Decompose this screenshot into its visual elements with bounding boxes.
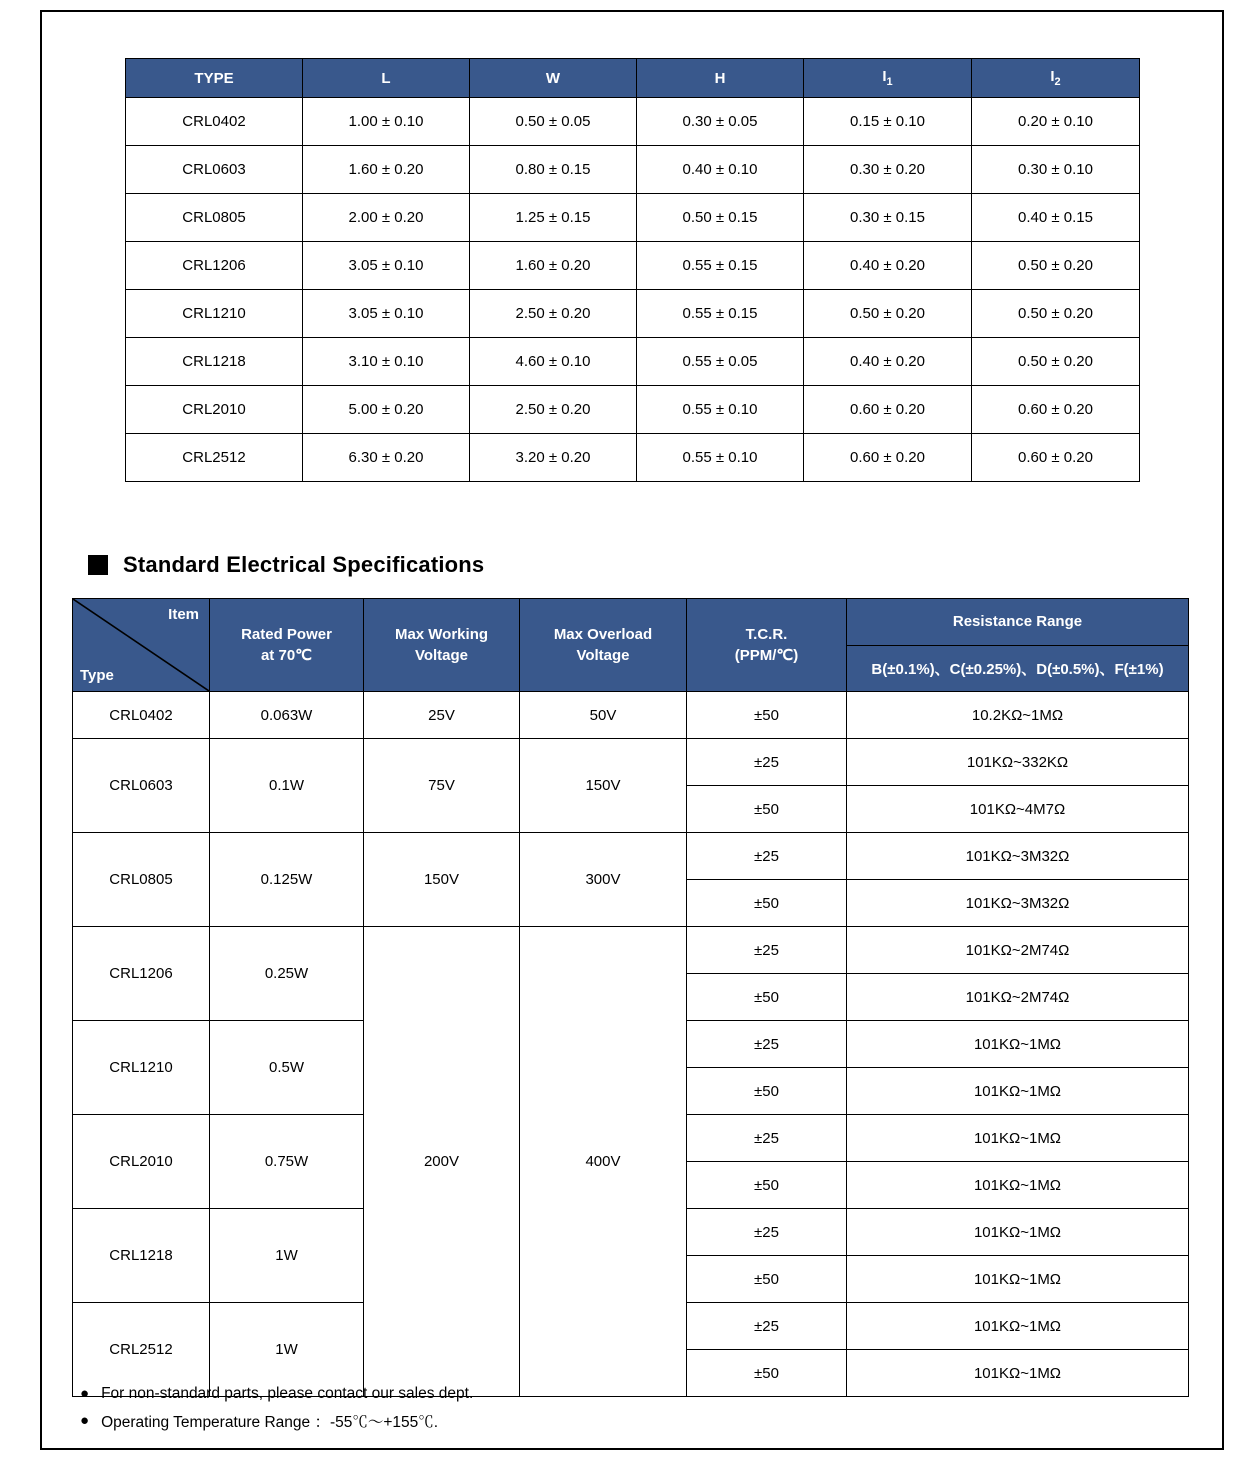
cell-tcr: ±25 bbox=[687, 1115, 847, 1162]
cell-i1: 0.40 ± 0.20 bbox=[804, 242, 972, 290]
cell-type: CRL1206 bbox=[126, 242, 303, 290]
section-marker-icon bbox=[88, 555, 108, 575]
cell-tcr: ±25 bbox=[687, 1021, 847, 1068]
cell-w: 1.60 ± 0.20 bbox=[470, 242, 637, 290]
cell-max-working-voltage-merged: 200V bbox=[364, 927, 520, 1397]
col-header-max-working-voltage: Max Working Voltage bbox=[364, 599, 520, 692]
cell-i2: 0.50 ± 0.20 bbox=[972, 338, 1140, 386]
cell-l: 2.00 ± 0.20 bbox=[303, 194, 470, 242]
table-row bbox=[73, 739, 1189, 786]
cell-tcr: ±50 bbox=[687, 880, 847, 927]
cell-h: 0.55 ± 0.15 bbox=[637, 290, 804, 338]
cell-type: CRL0805 bbox=[126, 194, 303, 242]
cell-resistance-range: 101KΩ~3M32Ω bbox=[847, 833, 1189, 880]
cell-type: CRL1218 bbox=[73, 1209, 210, 1303]
table-row bbox=[73, 833, 1189, 880]
cell-resistance-range: 101KΩ~1MΩ bbox=[847, 1303, 1189, 1350]
cell-tcr: ±25 bbox=[687, 927, 847, 974]
cell-rated-power: 0.25W bbox=[210, 927, 364, 1021]
col-header-resistance-range: Resistance Range bbox=[847, 599, 1189, 646]
col-header-type: TYPE bbox=[126, 59, 303, 98]
cell-l: 1.00 ± 0.10 bbox=[303, 98, 470, 146]
col-header-i2: $I_2$ bbox=[972, 59, 1140, 98]
cell-type: CRL1210 bbox=[126, 290, 303, 338]
electrical-specs-table bbox=[72, 598, 1189, 1397]
cell-type: CRL1206 bbox=[73, 927, 210, 1021]
cell-i2: 0.60 ± 0.20 bbox=[972, 434, 1140, 482]
cell-l: 6.30 ± 0.20 bbox=[303, 434, 470, 482]
cell-resistance-range: 101KΩ~1MΩ bbox=[847, 1256, 1189, 1303]
corner-label-item: Item bbox=[168, 606, 199, 623]
cell-resistance-range: 101KΩ~1MΩ bbox=[847, 1162, 1189, 1209]
dimensions-header-row bbox=[126, 59, 1140, 98]
cell-h: 0.55 ± 0.10 bbox=[637, 386, 804, 434]
cell-h: 0.55 ± 0.15 bbox=[637, 242, 804, 290]
cell-w: 1.25 ± 0.15 bbox=[470, 194, 637, 242]
cell-l: 5.00 ± 0.20 bbox=[303, 386, 470, 434]
cell-w: 2.50 ± 0.20 bbox=[470, 386, 637, 434]
cell-tcr: ±50 bbox=[687, 786, 847, 833]
cell-type: CRL0805 bbox=[73, 833, 210, 927]
section-title bbox=[88, 552, 484, 578]
cell-i1: 0.60 ± 0.20 bbox=[804, 434, 972, 482]
cell-h: 0.40 ± 0.10 bbox=[637, 146, 804, 194]
cell-l: 3.05 ± 0.10 bbox=[303, 290, 470, 338]
cell-max-overload-voltage-merged: 400V bbox=[520, 927, 687, 1397]
cell-resistance-range: 101KΩ~1MΩ bbox=[847, 1350, 1189, 1397]
cell-resistance-range: 101KΩ~2M74Ω bbox=[847, 974, 1189, 1021]
cell-resistance-range: 101KΩ~2M74Ω bbox=[847, 927, 1189, 974]
cell-h: 0.55 ± 0.10 bbox=[637, 434, 804, 482]
bullet-icon: ● bbox=[80, 1412, 90, 1429]
col-header-w: W bbox=[470, 59, 637, 98]
cell-resistance-range: 101KΩ~1MΩ bbox=[847, 1209, 1189, 1256]
table-row bbox=[126, 290, 1140, 338]
table-row bbox=[126, 98, 1140, 146]
footnote-non-standard bbox=[80, 1380, 473, 1407]
cell-i1: 0.30 ± 0.20 bbox=[804, 146, 972, 194]
cell-w: 4.60 ± 0.10 bbox=[470, 338, 637, 386]
cell-i1: 0.15 ± 0.10 bbox=[804, 98, 972, 146]
cell-i2: 0.50 ± 0.20 bbox=[972, 290, 1140, 338]
cell-resistance-range: 101KΩ~3M32Ω bbox=[847, 880, 1189, 927]
cell-max-overload-voltage: 300V bbox=[520, 833, 687, 927]
section-title-text: Standard Electrical Specifications bbox=[123, 552, 485, 577]
table-row bbox=[126, 146, 1140, 194]
cell-i1: 0.40 ± 0.20 bbox=[804, 338, 972, 386]
col-header-tcr: T.C.R. (PPM/℃) bbox=[687, 599, 847, 692]
cell-tcr: ±50 bbox=[687, 1350, 847, 1397]
cell-i2: 0.30 ± 0.10 bbox=[972, 146, 1140, 194]
col-header-resistance-tolerances: B(±0.1%)、C(±0.25%)、D(±0.5%)、F(±1%) bbox=[847, 645, 1189, 692]
footnote-operating-temperature bbox=[80, 1407, 473, 1434]
cell-tcr: ±50 bbox=[687, 1068, 847, 1115]
cell-tcr: ±25 bbox=[687, 833, 847, 880]
table-row bbox=[73, 692, 1189, 739]
col-header-h: H bbox=[637, 59, 804, 98]
cell-rated-power: 0.5W bbox=[210, 1021, 364, 1115]
cell-max-working-voltage: 150V bbox=[364, 833, 520, 927]
cell-type: CRL2512 bbox=[73, 1303, 210, 1397]
cell-type: CRL0402 bbox=[73, 692, 210, 739]
specs-header-row-1 bbox=[73, 599, 1189, 646]
table-row bbox=[126, 434, 1140, 482]
cell-w: 2.50 ± 0.20 bbox=[470, 290, 637, 338]
cell-i2: 0.40 ± 0.15 bbox=[972, 194, 1140, 242]
footnote-text: For non-standard parts, please contact our sales dept. bbox=[101, 1384, 474, 1402]
cell-rated-power: 0.75W bbox=[210, 1115, 364, 1209]
corner-header-cell bbox=[73, 599, 210, 692]
bullet-icon: ● bbox=[80, 1385, 90, 1402]
table-row bbox=[126, 338, 1140, 386]
cell-l: 1.60 ± 0.20 bbox=[303, 146, 470, 194]
col-header-rated-power: Rated Power at 70℃ bbox=[210, 599, 364, 692]
cell-l: 3.05 ± 0.10 bbox=[303, 242, 470, 290]
cell-w: 0.80 ± 0.15 bbox=[470, 146, 637, 194]
cell-type: CRL1218 bbox=[126, 338, 303, 386]
cell-tcr: ±25 bbox=[687, 1303, 847, 1350]
cell-resistance-range: 101KΩ~1MΩ bbox=[847, 1115, 1189, 1162]
cell-tcr: ±25 bbox=[687, 739, 847, 786]
cell-w: 0.50 ± 0.05 bbox=[470, 98, 637, 146]
col-header-l: L bbox=[303, 59, 470, 98]
table-row bbox=[126, 242, 1140, 290]
corner-label-type: Type bbox=[80, 667, 114, 684]
cell-type: CRL1210 bbox=[73, 1021, 210, 1115]
cell-rated-power: 0.1W bbox=[210, 739, 364, 833]
cell-tcr: ±50 bbox=[687, 1256, 847, 1303]
dimensions-table bbox=[125, 58, 1140, 482]
cell-rated-power: 0.125W bbox=[210, 833, 364, 927]
cell-resistance-range: 10.2KΩ~1MΩ bbox=[847, 692, 1189, 739]
col-header-max-overload-voltage: Max Overload Voltage bbox=[520, 599, 687, 692]
cell-i2: 0.60 ± 0.20 bbox=[972, 386, 1140, 434]
cell-type: CRL0402 bbox=[126, 98, 303, 146]
cell-type: CRL2010 bbox=[126, 386, 303, 434]
cell-rated-power: 1W bbox=[210, 1209, 364, 1303]
cell-max-overload-voltage: 50V bbox=[520, 692, 687, 739]
cell-l: 3.10 ± 0.10 bbox=[303, 338, 470, 386]
cell-i1: 0.30 ± 0.15 bbox=[804, 194, 972, 242]
cell-max-working-voltage: 25V bbox=[364, 692, 520, 739]
cell-tcr: ±50 bbox=[687, 1162, 847, 1209]
table-row bbox=[126, 194, 1140, 242]
cell-resistance-range: 101KΩ~1MΩ bbox=[847, 1021, 1189, 1068]
cell-h: 0.30 ± 0.05 bbox=[637, 98, 804, 146]
footnotes bbox=[80, 1380, 473, 1434]
cell-i1: 0.60 ± 0.20 bbox=[804, 386, 972, 434]
col-header-i1: $I_1$ bbox=[804, 59, 972, 98]
cell-i2: 0.20 ± 0.10 bbox=[972, 98, 1140, 146]
cell-tcr: ±25 bbox=[687, 1209, 847, 1256]
cell-type: CRL0603 bbox=[126, 146, 303, 194]
cell-tcr: ±50 bbox=[687, 974, 847, 1021]
cell-rated-power: 1W bbox=[210, 1303, 364, 1397]
cell-i2: 0.50 ± 0.20 bbox=[972, 242, 1140, 290]
table-row bbox=[126, 386, 1140, 434]
cell-type: CRL0603 bbox=[73, 739, 210, 833]
cell-w: 3.20 ± 0.20 bbox=[470, 434, 637, 482]
cell-rated-power: 0.063W bbox=[210, 692, 364, 739]
footnote-text: Operating Temperature Range ：-55℃～+155℃. bbox=[101, 1413, 439, 1431]
table-row bbox=[73, 927, 1189, 974]
cell-i1: 0.50 ± 0.20 bbox=[804, 290, 972, 338]
cell-type: CRL2512 bbox=[126, 434, 303, 482]
cell-h: 0.50 ± 0.15 bbox=[637, 194, 804, 242]
cell-tcr: ±50 bbox=[687, 692, 847, 739]
cell-resistance-range: 101KΩ~332KΩ bbox=[847, 739, 1189, 786]
cell-max-overload-voltage: 150V bbox=[520, 739, 687, 833]
cell-resistance-range: 101KΩ~1MΩ bbox=[847, 1068, 1189, 1115]
cell-max-working-voltage: 75V bbox=[364, 739, 520, 833]
cell-resistance-range: 101KΩ~4M7Ω bbox=[847, 786, 1189, 833]
cell-h: 0.55 ± 0.05 bbox=[637, 338, 804, 386]
cell-type: CRL2010 bbox=[73, 1115, 210, 1209]
